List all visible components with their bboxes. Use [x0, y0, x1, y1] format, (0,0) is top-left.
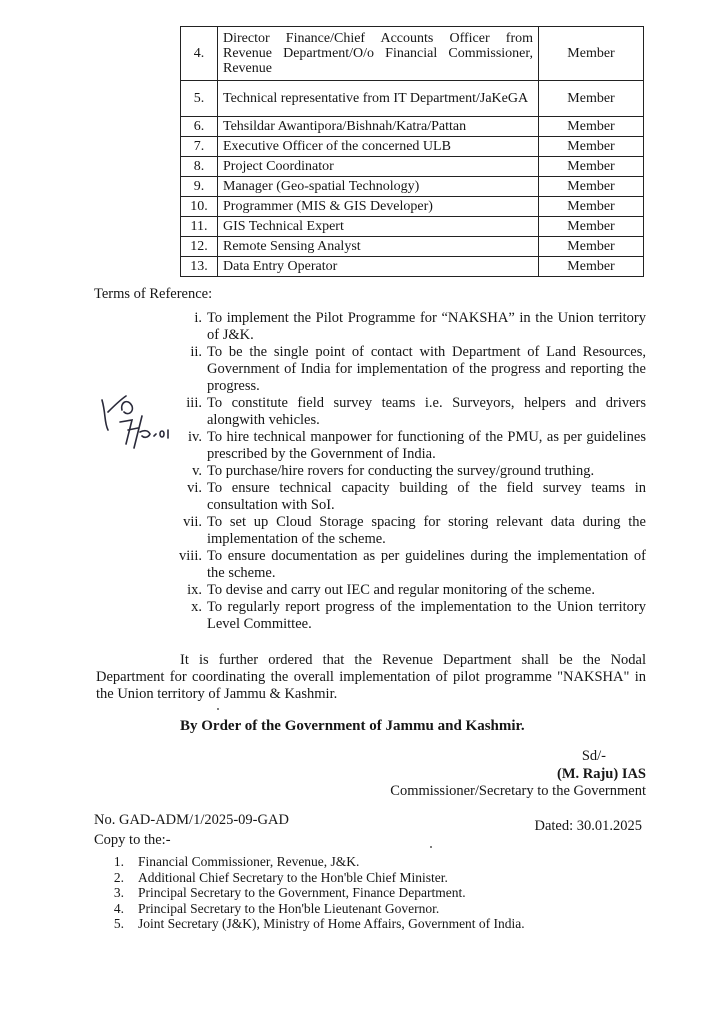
row-number: 9.	[181, 177, 218, 197]
table-row	[181, 257, 644, 277]
list-item	[160, 514, 646, 548]
table-row	[181, 81, 644, 117]
list-item	[160, 582, 646, 599]
table-row	[181, 157, 644, 177]
item-number: iii.	[186, 395, 202, 411]
table-row	[181, 197, 644, 217]
list-item	[100, 885, 620, 901]
list-item	[160, 599, 646, 633]
row-designation: Remote Sensing Analyst	[218, 237, 539, 257]
table-row	[181, 237, 644, 257]
list-item	[160, 344, 646, 395]
table-row	[181, 217, 644, 237]
row-number: 4.	[181, 27, 218, 81]
document-date: Dated: 30.01.2025	[534, 818, 642, 834]
row-designation: Executive Officer of the concerned ULB	[218, 137, 539, 157]
scan-speck	[430, 846, 432, 848]
list-item	[100, 916, 620, 932]
item-number: 1.	[113, 854, 124, 869]
row-number: 11.	[181, 217, 218, 237]
item-number: i.	[194, 310, 202, 326]
row-number: 10.	[181, 197, 218, 217]
item-text: Joint Secretary (J&K), Ministry of Home Affairs, Government of India.	[138, 916, 525, 931]
row-role: Member	[539, 81, 644, 117]
row-number: 13.	[181, 257, 218, 277]
list-item	[160, 463, 646, 480]
row-designation: Programmer (MIS & GIS Developer)	[218, 197, 539, 217]
reference-number: No. GAD-ADM/1/2025-09-GAD	[94, 812, 289, 828]
terms-of-reference-heading: Terms of Reference:	[94, 286, 213, 302]
item-number: v.	[192, 463, 202, 479]
row-role: Member	[539, 157, 644, 177]
row-designation: Director Finance/Chief Accounts Officer from Revenue Department/O/o Financial Commissioner, Revenue	[218, 27, 539, 81]
row-number: 12.	[181, 237, 218, 257]
item-text: To devise and carry out IEC and regular monitoring of the scheme.	[207, 582, 595, 598]
row-designation: Manager (Geo-spatial Technology)	[218, 177, 539, 197]
item-number: 2.	[113, 869, 124, 885]
table-row	[181, 137, 644, 157]
item-number: 3.	[113, 885, 124, 900]
list-item	[100, 901, 620, 917]
item-number: ii.	[190, 344, 202, 360]
row-designation: Project Coordinator	[218, 157, 539, 177]
row-role: Member	[539, 237, 644, 257]
row-number: 8.	[181, 157, 218, 177]
list-item	[100, 870, 620, 886]
row-role: Member	[539, 217, 644, 237]
item-text: To set up Cloud Storage spacing for storing relevant data during the implementation of the scheme.	[207, 514, 646, 547]
item-text: Financial Commissioner, Revenue, J&K.	[138, 854, 360, 869]
list-item	[160, 548, 646, 582]
list-item	[160, 395, 646, 429]
table-row	[181, 117, 644, 137]
row-role: Member	[539, 27, 644, 81]
nodal-department-paragraph: It is further ordered that the Revenue Department shall be the Nodal Department for coordinating the overall implementation of pilot programme "NAKSHA" in the Union territory of Jammu & Kashmir.	[96, 652, 646, 702]
list-item	[160, 480, 646, 514]
list-item	[160, 429, 646, 463]
item-text: To hire technical manpower for functioning of the PMU, as per guidelines prescribed by the Government of India.	[207, 429, 646, 462]
row-number: 5.	[181, 81, 218, 117]
item-number: 5.	[113, 916, 124, 931]
row-designation: Tehsildar Awantipora/Bishnah/Katra/Pattan	[218, 117, 539, 137]
item-number: 4.	[113, 900, 124, 916]
item-text: To constitute field survey teams i.e. Surveyors, helpers and drivers alongwith vehicles.	[207, 395, 646, 428]
members-table	[180, 26, 644, 277]
row-designation: GIS Technical Expert	[218, 217, 539, 237]
row-designation: Data Entry Operator	[218, 257, 539, 277]
copy-to-heading: Copy to the:-	[94, 832, 171, 848]
by-order-line: By Order of the Government of Jammu and Kashmir.	[180, 718, 525, 734]
row-designation: Technical representative from IT Department/JaKeGA	[218, 81, 539, 117]
item-text: Principal Secretary to the Government, Finance Department.	[138, 885, 466, 900]
scan-speck	[217, 708, 219, 710]
item-text: To implement the Pilot Programme for “NAKSHA” in the Union territory of J&K.	[207, 310, 646, 343]
row-role: Member	[539, 177, 644, 197]
item-number: viii.	[179, 548, 202, 564]
item-text: To ensure technical capacity building of the field survey teams in consultation with SoI.	[207, 480, 646, 513]
terms-of-reference-list	[160, 310, 646, 633]
item-number: ix.	[187, 582, 202, 598]
signature-sd: Sd/-	[581, 748, 606, 764]
copy-to-list	[100, 854, 620, 932]
row-role: Member	[539, 117, 644, 137]
item-text: To be the single point of contact with Department of Land Resources, Government of India for implementation of the progress and reporting the progress.	[207, 344, 646, 394]
item-number: vi.	[187, 480, 202, 496]
table-row	[181, 177, 644, 197]
item-number: vii.	[183, 514, 202, 530]
handwritten-initials	[98, 392, 176, 452]
list-item	[160, 310, 646, 344]
signatory-name: (M. Raju) IAS	[556, 766, 646, 782]
list-item	[100, 854, 620, 870]
row-role: Member	[539, 197, 644, 217]
item-number: iv.	[188, 429, 202, 445]
item-number: x.	[191, 599, 202, 615]
row-role: Member	[539, 257, 644, 277]
row-number: 7.	[181, 137, 218, 157]
row-number: 6.	[181, 117, 218, 137]
signatory-designation: Commissioner/Secretary to the Government	[390, 783, 646, 799]
item-text: To ensure documentation as per guidelines during the implementation of the scheme.	[207, 548, 646, 581]
item-text: To purchase/hire rovers for conducting the survey/ground truthing.	[207, 463, 595, 479]
item-text: Additional Chief Secretary to the Hon'ble Chief Minister.	[138, 869, 448, 885]
row-role: Member	[539, 137, 644, 157]
item-text: To regularly report progress of the implementation to the Union territory Level Committee.	[207, 599, 646, 632]
table-row	[181, 27, 644, 81]
item-text: Principal Secretary to the Hon'ble Lieutenant Governor.	[138, 900, 440, 916]
